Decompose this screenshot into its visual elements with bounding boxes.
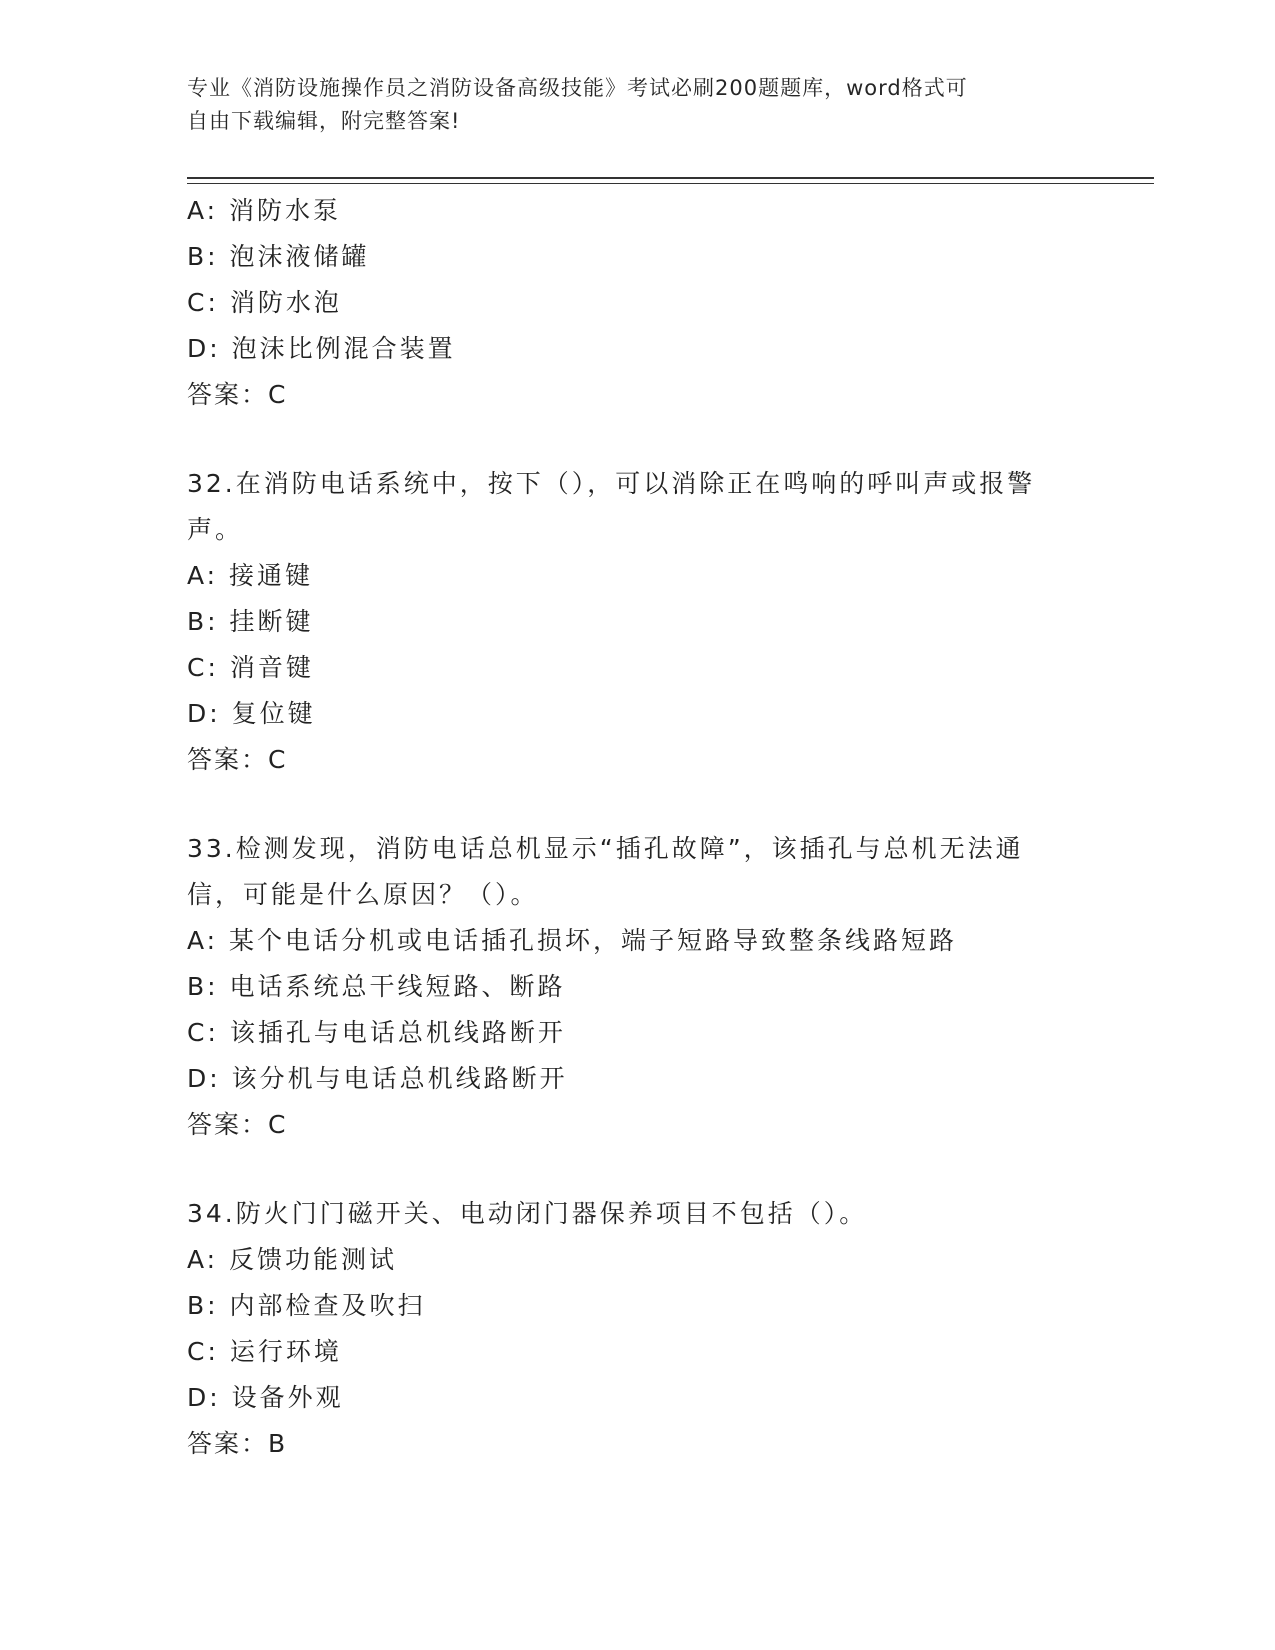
header-divider-thick — [187, 177, 1154, 179]
header-line-2: 自由下载编辑，附完整答案! — [187, 109, 461, 133]
question-stem: 34.防火门门磁开关、电动闭门器保养项目不包括（）。 — [187, 1199, 868, 1228]
option-c: C: 该插孔与电话总机线路断开 — [187, 1018, 566, 1047]
question-stem-continued: 信，可能是什么原因？（）。 — [187, 880, 539, 909]
option-b: B: 挂断键 — [187, 607, 314, 636]
question-stem: 32.在消防电话系统中，按下（），可以消除正在鸣响的呼叫声或报警 — [187, 469, 1036, 498]
question-32 — [187, 461, 1087, 783]
question-34 — [187, 1191, 1087, 1467]
option-a: A: 反馈功能测试 — [187, 1245, 398, 1274]
answer: 答案：C — [187, 1110, 288, 1139]
question-stem: 33.检测发现，消防电话总机显示“插孔故障”，该插孔与总机无法通 — [187, 834, 1024, 863]
answer: 答案：C — [187, 380, 288, 409]
option-b: B: 泡沫液储罐 — [187, 242, 370, 271]
option-c: C: 消防水泡 — [187, 288, 342, 317]
answer: 答案：C — [187, 745, 288, 774]
question-33 — [187, 826, 1087, 1148]
header-line-1: 专业《消防设施操作员之消防设备高级技能》考试必刷200题题库，word格式可 — [187, 76, 968, 100]
option-b: B: 内部检查及吹扫 — [187, 1291, 426, 1320]
question-content — [187, 188, 1087, 1467]
question-31-continuation — [187, 188, 1087, 418]
option-c: C: 消音键 — [187, 653, 314, 682]
option-d: D: 该分机与电话总机线路断开 — [187, 1064, 568, 1093]
option-d: D: 泡沫比例混合装置 — [187, 334, 456, 363]
document-header — [187, 72, 1067, 138]
option-c: C: 运行环境 — [187, 1337, 342, 1366]
question-stem-continued: 声。 — [187, 515, 244, 544]
spacer — [187, 1148, 1087, 1191]
header-divider-thin — [187, 183, 1154, 184]
option-d: D: 复位键 — [187, 699, 316, 728]
spacer — [187, 783, 1087, 826]
answer: 答案：B — [187, 1429, 288, 1458]
option-a: A: 接通键 — [187, 561, 314, 590]
spacer — [187, 418, 1087, 461]
option-a: A: 消防水泵 — [187, 196, 342, 225]
option-a: A: 某个电话分机或电话插孔损坏，端子短路导致整条线路短路 — [187, 926, 958, 955]
option-d: D: 设备外观 — [187, 1383, 344, 1412]
option-b: B: 电话系统总干线短路、断路 — [187, 972, 566, 1001]
